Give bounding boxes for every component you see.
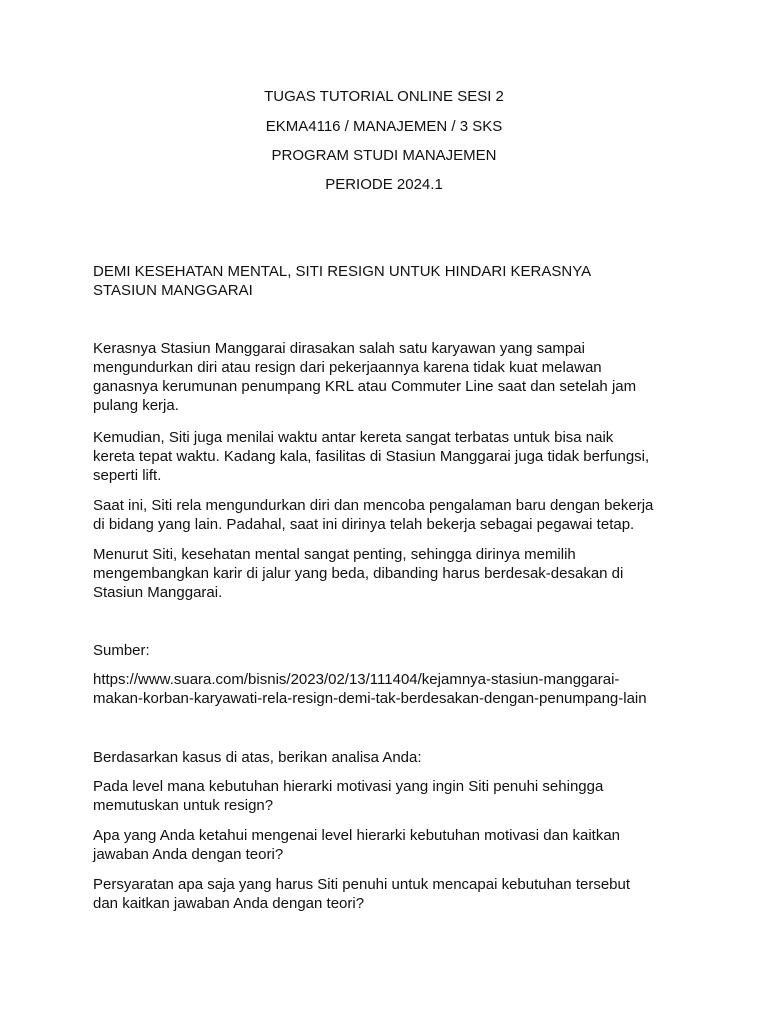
question-1 — [93, 777, 683, 815]
header-line-4: PERIODE 2024.1 — [325, 176, 443, 193]
header-line-1: TUGAS TUTORIAL ONLINE SESI 2 — [264, 88, 504, 105]
source-url-line: https://www.suara.com/bisnis/2023/02/13/111404/kejamnya-stasiun-manggarai- — [93, 671, 620, 688]
question-2 — [93, 826, 683, 864]
article-title-line: STASIUN MANGGARAI — [93, 282, 253, 299]
question-line: jawaban Anda dengan teori? — [93, 846, 284, 863]
article-paragraph-2 — [93, 428, 683, 485]
paragraph-line: ganasnya kerumunan penumpang KRL atau Commuter Line saat dan setelah jam — [93, 378, 637, 395]
source-label — [93, 641, 683, 660]
question-line: dan kaitkan jawaban Anda dengan teori? — [93, 895, 365, 912]
question-line: Persyaratan apa saja yang harus Siti penuhi untuk mencapai kebutuhan tersebut — [93, 876, 631, 893]
paragraph-line: di bidang yang lain. Padahal, saat ini dirinya telah bekerja sebagai pegawai tetap. — [93, 516, 635, 533]
paragraph-line: mengundurkan diri atau resign dari pekerjaannya karena tidak kuat melawan — [93, 359, 602, 376]
paragraph-line: kereta tepat waktu. Kadang kala, fasilitas di Stasiun Manggarai juga tidak berfungsi, — [93, 448, 650, 465]
paragraph-line: pulang kerja. — [93, 397, 179, 414]
article-paragraph-3 — [93, 496, 683, 534]
article-title — [93, 262, 683, 300]
source-url-line: makan-korban-karyawati-rela-resign-demi-tak-berdesakan-dengan-penumpang-lain — [93, 690, 647, 707]
article-paragraph-4 — [93, 545, 683, 602]
paragraph-line: Kerasnya Stasiun Manggarai dirasakan salah satu karyawan yang sampai — [93, 340, 585, 357]
paragraph-line: Kemudian, Siti juga menilai waktu antar kereta sangat terbatas untuk bisa naik — [93, 429, 614, 446]
question-line: Apa yang Anda ketahui mengenai level hierarki kebutuhan motivasi dan kaitkan — [93, 827, 621, 844]
source-label-text: Sumber: — [93, 642, 150, 659]
question-3 — [93, 875, 683, 913]
questions-intro-text: Berdasarkan kasus di atas, berikan analisa Anda: — [93, 749, 422, 766]
question-line: Pada level mana kebutuhan hierarki motivasi yang ingin Siti penuhi sehingga — [93, 778, 604, 795]
article-title-line: DEMI KESEHATAN MENTAL, SITI RESIGN UNTUK HINDARI KERASNYA — [93, 263, 592, 280]
paragraph-line: Saat ini, Siti rela mengundurkan diri dan mencoba pengalaman baru dengan bekerja — [93, 497, 654, 514]
paragraph-line: Stasiun Manggarai. — [93, 584, 223, 601]
article-paragraph-1 — [93, 339, 683, 415]
paragraph-line: mengembangkan karir di jalur yang beda, dibanding harus berdesak-desakan di — [93, 565, 624, 582]
header-line-2: EKMA4116 / MANAJEMEN / 3 SKS — [265, 118, 503, 135]
questions-intro — [93, 748, 683, 767]
paragraph-line: Menurut Siti, kesehatan mental sangat penting, sehingga dirinya memilih — [93, 546, 576, 563]
paragraph-line: seperti lift. — [93, 467, 162, 484]
header-line-3: PROGRAM STUDI MANAJEMEN — [271, 147, 497, 164]
source-url — [93, 670, 683, 708]
question-line: memutuskan untuk resign? — [93, 797, 274, 814]
